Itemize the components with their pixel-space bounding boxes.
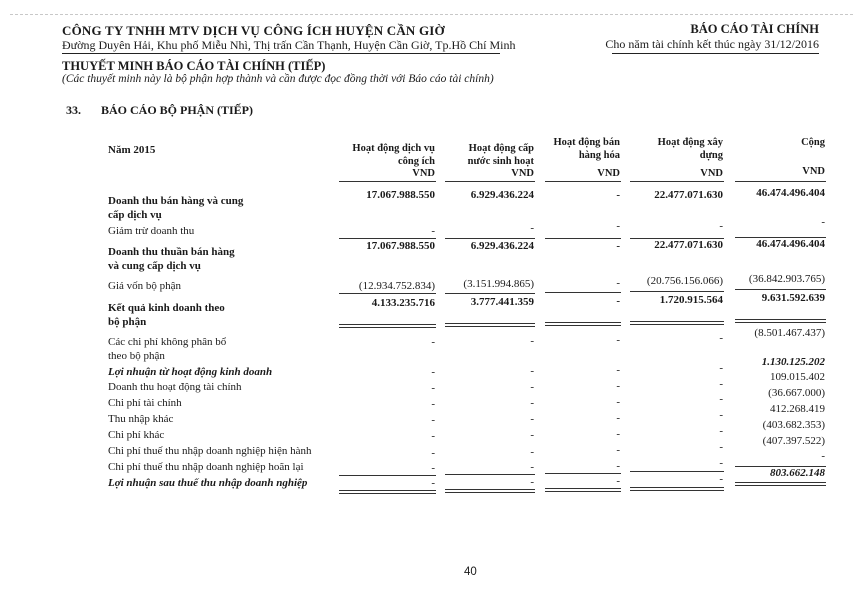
rule: [445, 492, 535, 493]
rule: [445, 489, 535, 490]
rule: [735, 319, 826, 320]
cell: -: [719, 362, 723, 374]
rule: [630, 321, 724, 322]
rule: [630, 324, 724, 325]
rule: [339, 238, 436, 239]
cell: -: [719, 441, 723, 453]
rule: [339, 293, 436, 294]
rule: [545, 292, 621, 293]
row-label-cont: cấp dịch vụ: [108, 209, 162, 221]
cell: (3.151.994.865): [463, 278, 534, 290]
cell: (407.397.522): [762, 435, 825, 447]
cell: -: [431, 398, 435, 410]
row-label: Thu nhập khác: [108, 413, 174, 425]
cell: -: [719, 473, 723, 485]
rule: [630, 291, 724, 292]
cell: -: [530, 397, 534, 409]
column-header-goods-sales: Hoạt động bán hàng hóa: [553, 137, 620, 161]
rule: [339, 493, 436, 494]
cell: -: [530, 381, 534, 393]
column-header-construction: Hoạt động xây dựng: [657, 137, 723, 161]
cell: -: [616, 240, 620, 252]
rule: [735, 322, 826, 323]
row-label-cont: và cung cấp dịch vụ: [108, 260, 201, 272]
column-unit: VND: [597, 168, 620, 179]
cell: 1.130.125.202: [761, 356, 825, 368]
cell: (36.667.000): [768, 387, 825, 399]
cell: -: [616, 475, 620, 487]
cell: -: [530, 429, 534, 441]
cell: 4.133.235.716: [371, 297, 435, 309]
column-unit: VND: [802, 166, 825, 177]
cell: -: [616, 380, 620, 392]
cell: 17.067.988.550: [366, 189, 435, 201]
cell: -: [431, 366, 435, 378]
cell: 803.662.148: [770, 467, 825, 479]
column-unit: VND: [412, 168, 435, 179]
row-label-cont: bộ phận: [108, 316, 147, 328]
cell: 46.474.496.404: [756, 187, 825, 199]
rule: [545, 488, 621, 489]
rule: [445, 238, 535, 239]
rule: [545, 238, 621, 239]
row-label: Chi phí thuế thu nhập doanh nghiệp hiện hành: [108, 445, 312, 457]
page-number: 40: [464, 566, 477, 578]
rule: [445, 474, 535, 475]
cell: 17.067.988.550: [366, 240, 435, 252]
cell: -: [821, 216, 825, 228]
cell: 6.929.436.224: [470, 240, 534, 252]
cell: 412.268.419: [770, 403, 825, 415]
row-label: Doanh thu thuần bán hàng: [108, 246, 235, 258]
cell: -: [719, 220, 723, 232]
rule: [445, 323, 535, 324]
cell: 22.477.071.630: [654, 189, 723, 201]
rule: [545, 473, 621, 474]
cell: -: [530, 476, 534, 488]
rule: [630, 490, 724, 491]
cell: (403.682.353): [762, 419, 825, 431]
rule: [735, 181, 826, 182]
section-title: BÁO CÁO BỘ PHẬN (TIẾP): [101, 103, 254, 117]
row-label: Doanh thu hoạt động tài chính: [108, 381, 242, 393]
cell: -: [719, 393, 723, 405]
cell: 109.015.402: [770, 371, 825, 383]
cell: -: [821, 450, 825, 462]
cell: -: [616, 295, 620, 307]
rule: [735, 485, 826, 486]
rule: [630, 487, 724, 488]
cell: -: [719, 332, 723, 344]
company-address: Đường Duyên Hải, Khu phố Miễu Nhì, Thị trấn Cần Thạnh, Huyện Cần Giờ, Tp.Hồ Chí Minh: [62, 38, 516, 52]
rule: [630, 181, 724, 182]
column-header-public-services: Hoạt động dịch vụ công ích: [352, 143, 435, 167]
cell: -: [431, 447, 435, 459]
row-label: Giá vốn bộ phận: [108, 280, 182, 292]
cell: -: [616, 189, 620, 201]
header-underline-left: [62, 53, 500, 54]
row-label: Lợi nhuận sau thuế thu nhập doanh nghiệp: [108, 477, 308, 489]
row-label: Chi phí thuế thu nhập doanh nghiệp hoãn lại: [108, 461, 304, 473]
cell: -: [530, 413, 534, 425]
row-label: Lợi nhuận từ hoạt động kinh doanh: [108, 366, 273, 378]
cell: 22.477.071.630: [654, 239, 723, 251]
year-label: Năm 2015: [108, 144, 156, 156]
cell: -: [719, 425, 723, 437]
cell: -: [616, 364, 620, 376]
cell: -: [616, 334, 620, 346]
cell: -: [719, 409, 723, 421]
rule: [445, 293, 535, 294]
cell: -: [530, 461, 534, 473]
cell: -: [616, 460, 620, 472]
row-label: Doanh thu bán hàng và cung: [108, 195, 244, 207]
rule: [545, 325, 621, 326]
cell: -: [616, 412, 620, 424]
row-label: Chi phí tài chính: [108, 397, 182, 409]
rule: [339, 475, 436, 476]
rule: [545, 181, 621, 182]
row-label: Kết quả kinh doanh theo: [108, 302, 225, 314]
cell: (36.842.903.765): [748, 273, 825, 285]
rule: [545, 491, 621, 492]
cell: 9.631.592.639: [761, 292, 825, 304]
column-unit: VND: [700, 168, 723, 179]
cell: -: [530, 335, 534, 347]
company-name: CÔNG TY TNHH MTV DỊCH VỤ CÔNG ÍCH HUYỆN CẦN GIỜ: [62, 23, 445, 38]
rule: [339, 490, 436, 491]
rule: [630, 471, 724, 472]
cell: 1.720.915.564: [659, 294, 723, 306]
cell: -: [719, 378, 723, 390]
row-label-cont: theo bộ phận: [108, 350, 165, 362]
cell: -: [616, 444, 620, 456]
header-underline-right: [612, 53, 819, 54]
rule: [735, 289, 826, 290]
rule: [339, 327, 436, 328]
cell: (12.934.752.834): [358, 280, 435, 292]
rule: [545, 322, 621, 323]
cell: 3.777.441.359: [470, 296, 534, 308]
notes-subtitle: (Các thuyết minh này là bộ phận hợp thành và cần được đọc đồng thời với Báo cáo tài chính): [62, 73, 494, 85]
cell: -: [530, 365, 534, 377]
cell: -: [431, 336, 435, 348]
column-unit: VND: [511, 168, 534, 179]
rule: [445, 326, 535, 327]
cell: -: [431, 225, 435, 237]
cell: 46.474.496.404: [756, 238, 825, 250]
column-header-total: Cộng: [801, 137, 825, 148]
cell: -: [431, 477, 435, 489]
rule: [339, 324, 436, 325]
rule: [735, 482, 826, 483]
report-period: Cho năm tài chính kết thúc ngày 31/12/2016: [605, 37, 819, 51]
cell: -: [530, 446, 534, 458]
row-label: Chi phí khác: [108, 429, 165, 441]
notes-title: THUYẾT MINH BÁO CÁO TÀI CHÍNH (TIẾP): [62, 59, 326, 73]
cell: -: [616, 220, 620, 232]
cell: -: [616, 396, 620, 408]
row-label: Giảm trừ doanh thu: [108, 225, 195, 237]
cell: -: [431, 462, 435, 474]
cell: -: [616, 428, 620, 440]
top-dashed-border: [10, 14, 853, 15]
cell: -: [431, 430, 435, 442]
cell: -: [530, 222, 534, 234]
row-label: Các chi phí không phân bổ: [108, 336, 227, 348]
cell: -: [431, 382, 435, 394]
column-header-water-supply: Hoạt động cấp nước sinh hoạt: [467, 143, 534, 167]
cell: -: [431, 414, 435, 426]
section-number: 33.: [66, 103, 81, 117]
report-title: BÁO CÁO TÀI CHÍNH: [690, 22, 819, 36]
cell: (20.756.156.066): [646, 275, 723, 287]
rule: [445, 181, 535, 182]
cell: -: [616, 277, 620, 289]
rule: [339, 181, 436, 182]
cell: 6.929.436.224: [470, 189, 534, 201]
cell: -: [719, 457, 723, 469]
cell: (8.501.467.437): [754, 327, 825, 339]
